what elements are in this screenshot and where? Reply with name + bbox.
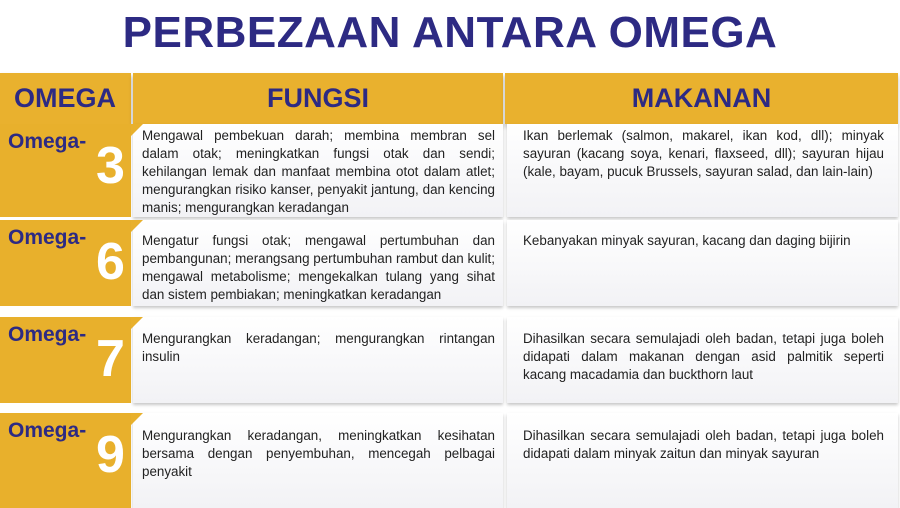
header-fungsi: FUNGSI [133, 73, 503, 124]
omega-number: 9 [96, 426, 125, 484]
omega-label: Omega- [8, 419, 87, 442]
omega-number: 3 [96, 137, 125, 195]
fungsi-cell: Mengawal pembekuan darah; membina membran sel dalam otak; meningkatkan fungsi otak dan sendi; kehilangan lemak dan manfaat membina otot dalam atlet; mengurangkan risiko kanser, penyakit jantung, dan kencing manis; mengurangkan keradangan [133, 124, 503, 217]
row-notch [131, 413, 143, 425]
row-notch [131, 317, 143, 329]
row-notch [131, 220, 143, 232]
table-row-omega-9 [0, 413, 900, 508]
omega-cell [0, 413, 131, 508]
table-row-omega-3 [0, 124, 900, 217]
makanan-cell: Dihasilkan secara semulajadi oleh badan, tetapi juga boleh didapati dalam makanan dengan asid palmitik seperti kacang macadamia dan buckthorn laut [507, 317, 898, 403]
omega-cell [0, 124, 131, 217]
omega-number: 6 [96, 233, 125, 291]
omega-label: Omega- [8, 323, 87, 346]
makanan-cell: Dihasilkan secara semulajadi oleh badan, tetapi juga boleh didapati dalam minyak zaitun dan minyak sayuran [507, 413, 898, 508]
makanan-cell: Kebanyakan minyak sayuran, kacang dan daging bijirin [507, 220, 898, 306]
makanan-cell: Ikan berlemak (salmon, makarel, ikan kod, dll); minyak sayuran (kacang soya, kenari, flaxseed, dll); sayuran hijau (kale, bayam, pucuk Brussels, sayuran salad, dan lain-lain) [507, 124, 898, 217]
header-omega: OMEGA [0, 73, 131, 124]
row-notch [131, 124, 143, 136]
fungsi-cell: Mengurangkan keradangan, meningkatkan kesihatan bersama dengan penyembuhan, mencegah pelbagai penyakit [133, 413, 503, 508]
omega-table [0, 73, 900, 508]
omega-cell [0, 317, 131, 403]
header-makanan: MAKANAN [505, 73, 898, 124]
table-row-omega-6 [0, 220, 900, 306]
omega-label: Omega- [8, 130, 87, 153]
page-title: PERBEZAAN ANTARA OMEGA [122, 8, 778, 57]
fungsi-cell: Mengatur fungsi otak; mengawal pertumbuhan dan pembangunan; merangsang pertumbuhan rambut dan kulit; mengawal metabolisme; mengekalkan tulang yang sihat dan sistem pembiakan; meningkatkan keradangan [133, 220, 503, 306]
omega-cell [0, 220, 131, 306]
omega-label: Omega- [8, 226, 87, 249]
fungsi-cell: Mengurangkan keradangan; mengurangkan rintangan insulin [133, 317, 503, 403]
omega-number: 7 [96, 330, 125, 388]
table-row-omega-7 [0, 317, 900, 403]
